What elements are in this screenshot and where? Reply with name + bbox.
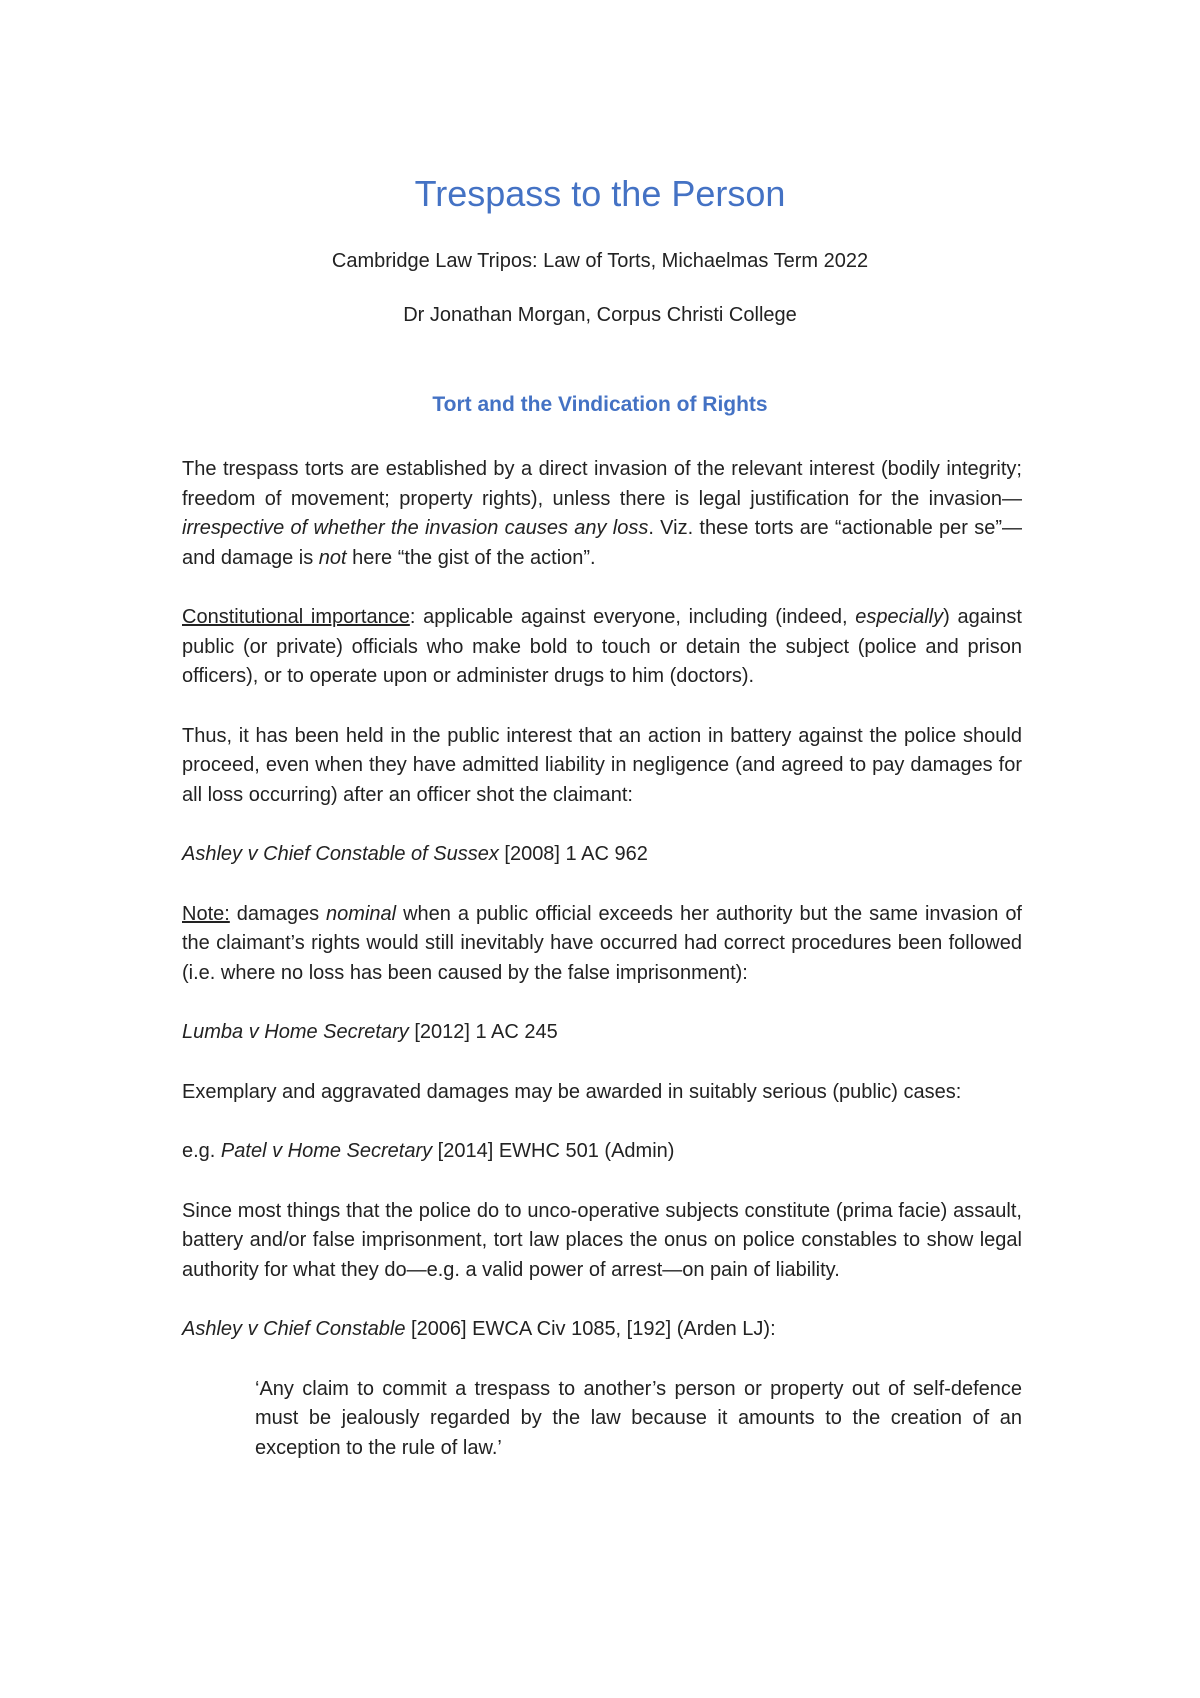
paragraph-exemplary-damages: Exemplary and aggravated damages may be awarded in suitably serious (public) cases: (182, 1080, 962, 1103)
case-patel (182, 1137, 1022, 1167)
author-subtitle: Dr Jonathan Morgan, Corpus Christi College (403, 304, 797, 326)
case-lumba (182, 1018, 1022, 1048)
paragraph-note (182, 900, 1022, 989)
paragraph-constitutional-importance (182, 603, 1022, 692)
case-ashley-2006 (182, 1315, 1022, 1345)
constitutional-importance-label: Constitutional importance (182, 606, 410, 628)
course-subtitle: Cambridge Law Tripos: Law of Torts, Michaelmas Term 2022 (331, 250, 869, 272)
p1-text-a: The trespass torts are established by a direct invasion of the relevant interest (bodily integrity; freedom of movement; property rights), unless there is legal justification for the invasion— (182, 458, 1022, 510)
p1-text-c: . Viz. these torts are “actionable per se”— and damage is (182, 517, 1022, 569)
p4-text-a: damages (229, 902, 327, 925)
p4-nominal: nominal (326, 902, 397, 925)
case4-name: Ashley v Chief Constable (182, 1318, 406, 1340)
case3-cite: [2014] EWHC 501 (Admin) (432, 1140, 675, 1162)
paragraph-trespass-torts (182, 455, 1022, 573)
p2-text-c: ) against public (or private) officials who make bold to touch or detain the subject (police and prison officers), or to operate upon or administer drugs to him (doctors). (182, 606, 1022, 687)
note-label: Note: (182, 902, 230, 925)
p1-emphasis: irrespective of whether the invasion causes any loss (182, 517, 649, 539)
p4-text-c: when a public official exceeds her authority but the same invasion of the claimant’s rights would still inevitably have occurred had correct procedures been followed (i.e. where no loss has been caused by the false imprisonment): (182, 902, 1022, 984)
case3-name: Patel v Home Secretary (220, 1140, 433, 1162)
paragraph-police-onus: Since most things that the police do to unco-operative subjects constitute (prima facie) assault, battery and/or false imprisonment, tort law places the onus on police constables to show legal authority for what they do—e.g. a valid power of arrest—on pain of liability. (182, 1199, 1022, 1281)
section-heading: Tort and the Vindication of Rights (432, 393, 768, 416)
paragraph-public-interest: Thus, it has been held in the public interest that an action in battery against the police should proceed, even when they have admitted liability in negligence (and agreed to pay damages for all loss occurring) after an officer shot the claimant: (182, 724, 1022, 806)
case-ashley-2008 (182, 840, 1022, 870)
body-text (182, 455, 1022, 1493)
case4-cite: [2006] EWCA Civ 1085, [192] (Arden LJ): (405, 1318, 776, 1340)
case1-name: Ashley v Chief Constable of Sussex (182, 843, 499, 865)
p1-text-e: here “the gist of the action”. (346, 546, 596, 569)
case2-cite: [2012] 1 AC 245 (408, 1021, 558, 1043)
page-title: Trespass to the Person (414, 173, 786, 214)
p2-text-a: : applicable against everyone, including (indeed, (409, 606, 856, 628)
p2-emphasis: especially (855, 606, 944, 628)
p1-not: not (318, 546, 347, 569)
case1-cite: [2008] 1 AC 962 (498, 843, 648, 865)
case3-prefix: e.g. (182, 1140, 221, 1162)
case2-name: Lumba v Home Secretary (182, 1021, 409, 1043)
quote-arden-lj: ‘Any claim to commit a trespass to another’s person or property out of self-defence must be jealously regarded by the law because it amounts to the creation of an exception to the rule of law.’ (255, 1377, 1022, 1459)
